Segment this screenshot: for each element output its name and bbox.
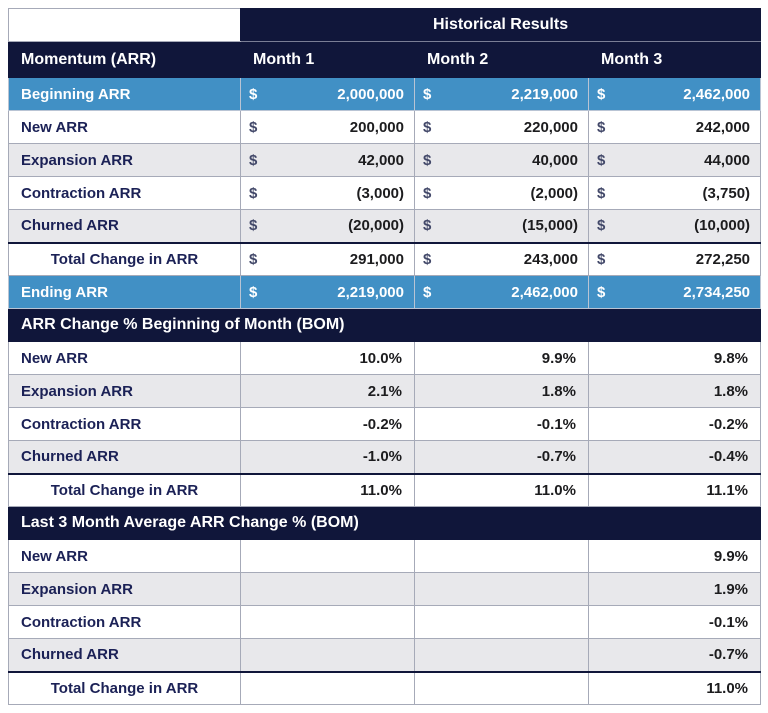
row-label: Contraction ARR xyxy=(9,606,241,639)
row-label: New ARR xyxy=(9,342,241,375)
column-header-row xyxy=(9,42,761,78)
percent-cell: -0.4% xyxy=(589,441,761,474)
row-expansion-arr-avg xyxy=(9,573,761,606)
currency-value: 42,000 xyxy=(358,151,404,169)
percent-cell xyxy=(415,573,589,606)
currency-value: 200,000 xyxy=(349,118,404,136)
row-new-arr-pct xyxy=(9,342,761,375)
currency-cell xyxy=(415,177,589,210)
currency-value: 272,250 xyxy=(695,250,751,268)
column-header-month-2: Month 2 xyxy=(415,42,589,78)
row-churned-arr-avg xyxy=(9,639,761,672)
row-label: Total Change in ARR xyxy=(9,243,241,276)
dollar-sign: $ xyxy=(249,151,258,169)
currency-value: (3,000) xyxy=(356,184,404,202)
row-contraction-arr-avg xyxy=(9,606,761,639)
percent-cell xyxy=(415,672,589,705)
currency-value: 243,000 xyxy=(523,250,578,268)
percent-cell: -0.1% xyxy=(415,408,589,441)
row-label: Ending ARR xyxy=(9,276,241,309)
blank-corner-cell xyxy=(9,9,241,42)
percent-cell: -0.2% xyxy=(241,408,415,441)
currency-value: (10,000) xyxy=(694,217,751,235)
dollar-sign: $ xyxy=(597,85,606,103)
currency-value: 2,734,250 xyxy=(683,283,751,301)
percent-cell: -0.7% xyxy=(415,441,589,474)
dollar-sign: $ xyxy=(423,151,432,169)
percent-cell: 11.1% xyxy=(589,474,761,507)
row-beginning-arr xyxy=(9,78,761,111)
currency-cell xyxy=(589,243,761,276)
percent-cell xyxy=(241,540,415,573)
row-label: Churned ARR xyxy=(9,210,241,243)
dollar-sign: $ xyxy=(597,250,606,268)
percent-cell: -0.1% xyxy=(589,606,761,639)
row-expansion-arr-pct xyxy=(9,375,761,408)
percent-cell: 2.1% xyxy=(241,375,415,408)
dollar-sign: $ xyxy=(249,118,258,136)
currency-value: 291,000 xyxy=(349,250,404,268)
row-label: Expansion ARR xyxy=(9,573,241,606)
dollar-sign: $ xyxy=(249,184,258,202)
row-label: Expansion ARR xyxy=(9,375,241,408)
percent-cell xyxy=(241,606,415,639)
dollar-sign: $ xyxy=(597,118,606,136)
currency-cell xyxy=(415,111,589,144)
currency-value: 220,000 xyxy=(523,118,578,136)
dollar-sign: $ xyxy=(597,184,606,202)
percent-cell xyxy=(415,606,589,639)
currency-cell xyxy=(241,210,415,243)
currency-value: 44,000 xyxy=(704,151,751,169)
row-label: Churned ARR xyxy=(9,441,241,474)
currency-cell xyxy=(415,243,589,276)
dollar-sign: $ xyxy=(249,217,258,235)
row-total-change-momentum xyxy=(9,243,761,276)
percent-cell: -0.2% xyxy=(589,408,761,441)
column-header-momentum: Momentum (ARR) xyxy=(9,42,241,78)
percent-cell: -1.0% xyxy=(241,441,415,474)
arr-momentum-table xyxy=(8,8,761,705)
percent-cell: 1.9% xyxy=(589,573,761,606)
currency-value: 2,462,000 xyxy=(683,85,751,103)
currency-cell xyxy=(241,111,415,144)
section-title-pct-bom: ARR Change % Beginning of Month (BOM) xyxy=(9,309,761,342)
currency-value: (3,750) xyxy=(702,184,751,202)
currency-cell xyxy=(589,111,761,144)
currency-cell xyxy=(241,144,415,177)
row-label: Total Change in ARR xyxy=(9,474,241,507)
row-label: New ARR xyxy=(9,111,241,144)
row-expansion-arr xyxy=(9,144,761,177)
percent-cell xyxy=(415,639,589,672)
currency-value: (2,000) xyxy=(530,184,578,202)
percent-cell: 9.8% xyxy=(589,342,761,375)
row-label: Contraction ARR xyxy=(9,408,241,441)
currency-cell xyxy=(241,78,415,111)
row-label: Beginning ARR xyxy=(9,78,241,111)
percent-cell xyxy=(415,540,589,573)
percent-cell: 1.8% xyxy=(415,375,589,408)
row-new-arr xyxy=(9,111,761,144)
currency-cell xyxy=(415,276,589,309)
percent-cell: 9.9% xyxy=(415,342,589,375)
row-label: New ARR xyxy=(9,540,241,573)
dollar-sign: $ xyxy=(597,151,606,169)
historical-results-header-row xyxy=(9,9,761,42)
row-contraction-arr xyxy=(9,177,761,210)
currency-value: 242,000 xyxy=(695,118,751,136)
currency-value: 2,219,000 xyxy=(511,85,578,103)
percent-cell: 11.0% xyxy=(415,474,589,507)
currency-cell xyxy=(415,144,589,177)
historical-results-title: Historical Results xyxy=(241,9,761,42)
currency-value: 2,000,000 xyxy=(337,85,404,103)
currency-value: 2,219,000 xyxy=(337,283,404,301)
percent-cell: 11.0% xyxy=(241,474,415,507)
row-label: Expansion ARR xyxy=(9,144,241,177)
row-contraction-arr-pct xyxy=(9,408,761,441)
row-total-change-avg xyxy=(9,672,761,705)
percent-cell: 11.0% xyxy=(589,672,761,705)
percent-cell xyxy=(241,573,415,606)
row-new-arr-avg xyxy=(9,540,761,573)
dollar-sign: $ xyxy=(597,217,606,235)
currency-cell xyxy=(241,276,415,309)
currency-cell xyxy=(589,177,761,210)
dollar-sign: $ xyxy=(423,250,432,268)
column-header-month-1: Month 1 xyxy=(241,42,415,78)
row-churned-arr xyxy=(9,210,761,243)
dollar-sign: $ xyxy=(423,118,432,136)
dollar-sign: $ xyxy=(423,85,432,103)
currency-value: 2,462,000 xyxy=(511,283,578,301)
currency-cell xyxy=(241,243,415,276)
row-label: Contraction ARR xyxy=(9,177,241,210)
percent-cell xyxy=(241,639,415,672)
currency-cell xyxy=(589,78,761,111)
dollar-sign: $ xyxy=(249,85,258,103)
currency-cell xyxy=(589,144,761,177)
column-header-month-3: Month 3 xyxy=(589,42,761,78)
row-total-change-pct xyxy=(9,474,761,507)
currency-value: (20,000) xyxy=(348,217,404,235)
currency-value: (15,000) xyxy=(522,217,578,235)
section-header-avg-bom-row xyxy=(9,507,761,540)
row-ending-arr xyxy=(9,276,761,309)
currency-value: 40,000 xyxy=(532,151,578,169)
section-header-pct-bom-row xyxy=(9,309,761,342)
currency-cell xyxy=(415,78,589,111)
currency-cell xyxy=(241,177,415,210)
dollar-sign: $ xyxy=(249,250,258,268)
currency-cell xyxy=(589,276,761,309)
row-label: Total Change in ARR xyxy=(9,672,241,705)
dollar-sign: $ xyxy=(423,217,432,235)
dollar-sign: $ xyxy=(423,283,432,301)
dollar-sign: $ xyxy=(249,283,258,301)
dollar-sign: $ xyxy=(423,184,432,202)
percent-cell: -0.7% xyxy=(589,639,761,672)
percent-cell: 1.8% xyxy=(589,375,761,408)
percent-cell: 10.0% xyxy=(241,342,415,375)
currency-cell xyxy=(415,210,589,243)
percent-cell xyxy=(241,672,415,705)
dollar-sign: $ xyxy=(597,283,606,301)
row-label: Churned ARR xyxy=(9,639,241,672)
section-title-avg-bom: Last 3 Month Average ARR Change % (BOM) xyxy=(9,507,761,540)
currency-cell xyxy=(589,210,761,243)
row-churned-arr-pct xyxy=(9,441,761,474)
percent-cell: 9.9% xyxy=(589,540,761,573)
